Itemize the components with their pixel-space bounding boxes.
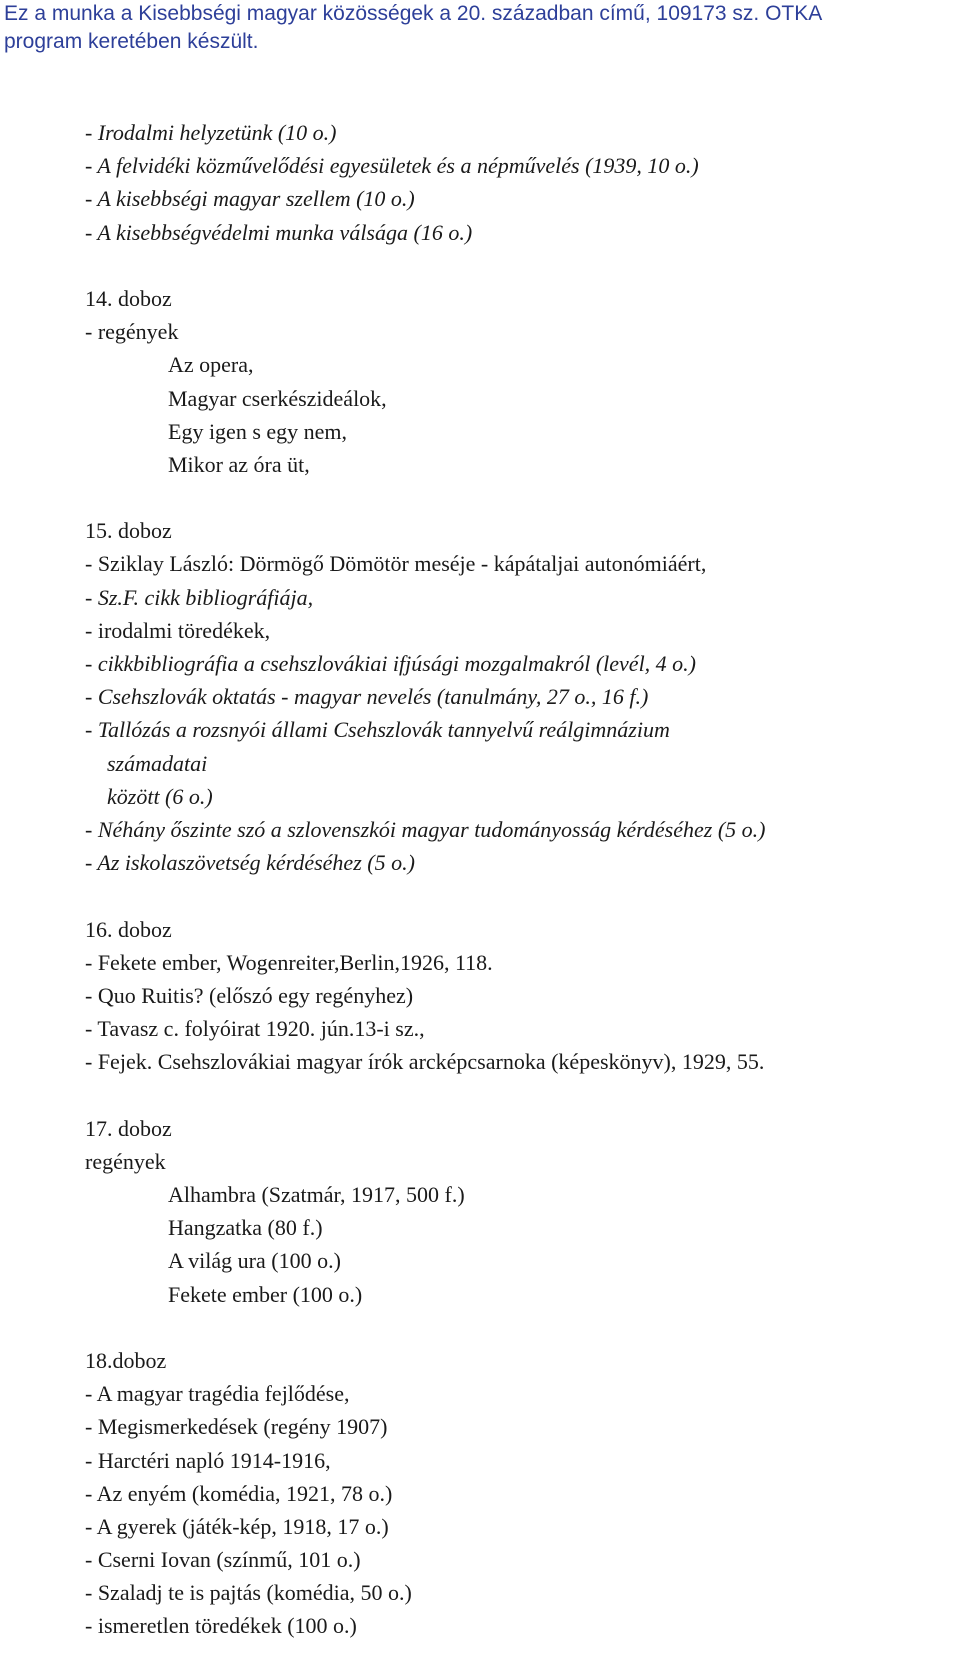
box-title: 17. doboz — [85, 1115, 172, 1141]
list-item: - Tallózás a rozsnyói állami Csehszlovák tannyelvű reálgimnázium — [85, 717, 670, 743]
list-item: - Fejek. Csehszlovákiai magyar írók arcképcsarnoka (képeskönyv), 1929, 55. — [85, 1049, 765, 1075]
list-item: - A kisebbségi magyar szellem (10 o.) — [85, 186, 415, 212]
box-14 — [85, 282, 945, 481]
list-item: - Csehszlovák oktatás - magyar nevelés (tanulmány, 27 o., 16 f.) — [85, 684, 649, 710]
box-15 — [85, 514, 945, 879]
list-item: - Tavasz c. folyóirat 1920. jún.13-i sz., — [85, 1016, 425, 1042]
list-item: Fekete ember (100 o.) — [168, 1281, 363, 1307]
list-item: Egy igen s egy nem, — [168, 418, 348, 444]
list-item: - A felvidéki közművelődési egyesületek és a népművelés (1939, 10 o.) — [85, 153, 699, 179]
box-17 — [85, 1112, 945, 1311]
list-item: Alhambra (Szatmár, 1917, 500 f.) — [168, 1182, 465, 1207]
box-subtitle: - regények — [85, 319, 179, 345]
list-item: Az opera, — [168, 352, 254, 378]
list-item: - Az enyém (komédia, 1921, 78 o.) — [85, 1480, 393, 1506]
list-item: - A gyerek (játék-kép, 1918, 17 o.) — [85, 1513, 389, 1539]
list-item: Magyar cserkészideálok, — [168, 385, 387, 411]
header-line-2: program keretében készült. — [4, 30, 259, 53]
list-item: - cikkbibliográfia a csehszlovákiai ifjúsági mozgalmakról (levél, 4 o.) — [85, 651, 697, 676]
box-title: 15. doboz — [85, 518, 172, 544]
list-item: - ismeretlen töredékek (100 o.) — [85, 1613, 357, 1639]
list-item: - Fekete ember, Wogenreiter,Berlin,1926, 118. — [85, 949, 493, 975]
list-item: - Sziklay László: Dörmögő Dömötör meséje - kápátaljai autonómiáért, — [85, 551, 707, 577]
list-item: - Sz.F. cikk bibliográfiája, — [85, 584, 314, 610]
page-header — [4, 0, 944, 56]
list-item: - Irodalmi helyzetünk (10 o.) — [85, 120, 337, 145]
list-item: - Harctéri napló 1914-1916, — [85, 1447, 331, 1473]
box-subtitle: regények — [85, 1148, 166, 1174]
box-18 — [85, 1344, 945, 1643]
list-item: - Quo Ruitis? (előszó egy regényhez) — [85, 982, 414, 1008]
list-item: - Az iskolaszövetség kérdéséhez (5 o.) — [85, 850, 415, 876]
document-body — [85, 116, 945, 1643]
list-item: - A magyar tragédia fejlődése, — [85, 1381, 350, 1407]
box-title: 18.doboz — [85, 1347, 167, 1373]
list-item: - Cserni Iovan (színmű, 101 o.) — [85, 1547, 361, 1573]
list-item: A világ ura (100 o.) — [168, 1248, 341, 1274]
list-item: - Szaladj te is pajtás (komédia, 50 o.) — [85, 1580, 412, 1606]
list-item: - Néhány őszinte szó a szlovenszkói magyar tudományosság kérdéséhez (5 o.) — [85, 816, 766, 842]
list-item-continued: számadatai — [107, 750, 208, 776]
list-item: - Megismerkedések (regény 1907) — [85, 1414, 388, 1440]
box-title: 14. doboz — [85, 285, 172, 311]
box-16 — [85, 913, 945, 1079]
header-line-1: Ez a munka a Kisebbségi magyar közösségek a 20. században című, 109173 sz. OTKA — [4, 2, 823, 25]
box-title: 16. doboz — [85, 916, 172, 942]
list-item: - A kisebbségvédelmi munka válsága (16 o.) — [85, 219, 473, 245]
list-item-continued: között (6 o.) — [107, 783, 213, 809]
list-item: Mikor az óra üt, — [168, 451, 310, 477]
list-item: Hangzatka (80 f.) — [168, 1215, 323, 1241]
top-items — [85, 116, 945, 249]
list-item: - irodalmi töredékek, — [85, 617, 271, 643]
